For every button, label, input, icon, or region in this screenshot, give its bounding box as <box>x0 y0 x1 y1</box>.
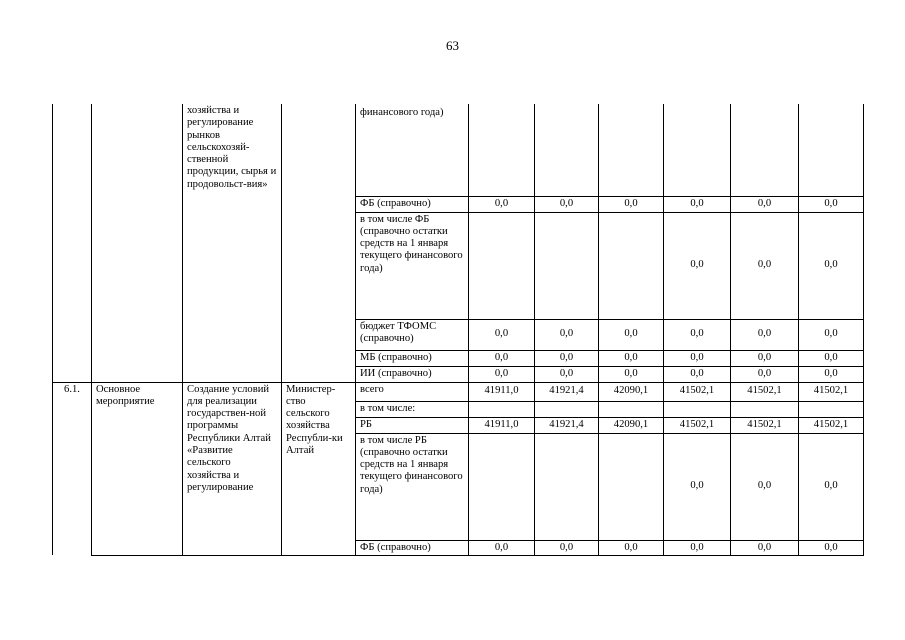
value-cell: 0,0 <box>731 433 799 540</box>
source-label: в том числе: <box>356 401 469 417</box>
value-cell <box>535 104 599 196</box>
value-cell: 0,0 <box>731 350 799 366</box>
source-label: всего <box>356 382 469 401</box>
value-cell: 0,0 <box>731 540 799 555</box>
value-cell: 0,0 <box>731 212 799 319</box>
value-cell <box>535 433 599 540</box>
value-cell <box>469 212 535 319</box>
value-cell: 0,0 <box>731 196 799 212</box>
value-cell: 0,0 <box>599 319 664 350</box>
value-cell: 0,0 <box>799 350 864 366</box>
value-cell: 0,0 <box>731 319 799 350</box>
value-cell <box>535 401 599 417</box>
executor-cell: Министер-ство сельского хозяйства Республи-ки Алтай <box>282 382 356 555</box>
value-cell <box>469 104 535 196</box>
value-cell: 0,0 <box>535 366 599 382</box>
value-cell <box>599 212 664 319</box>
value-cell: 41911,0 <box>469 417 535 433</box>
source-label: бюджет ТФОМС (справочно) <box>356 319 469 350</box>
value-cell: 0,0 <box>799 196 864 212</box>
value-cell: 0,0 <box>535 350 599 366</box>
name-cell: Создание условий для реализации государствен-ной программы Республики Алтай «Развитие сельского хозяйства и регулирование <box>183 382 282 555</box>
value-cell <box>535 212 599 319</box>
value-cell: 0,0 <box>535 319 599 350</box>
value-cell: 0,0 <box>664 196 731 212</box>
value-cell: 0,0 <box>599 196 664 212</box>
value-cell: 0,0 <box>799 319 864 350</box>
value-cell: 41502,1 <box>731 417 799 433</box>
value-cell <box>664 104 731 196</box>
value-cell: 0,0 <box>469 540 535 555</box>
executor-cell <box>282 104 356 382</box>
table-row <box>53 382 864 401</box>
value-cell: 41502,1 <box>799 382 864 401</box>
number-cell <box>53 104 92 382</box>
number-cell: 6.1. <box>53 382 92 555</box>
value-cell <box>599 401 664 417</box>
source-label: в том числе РБ (справочно остатки средств на 1 января текущего финансового года) <box>356 433 469 540</box>
source-label: в том числе ФБ (справочно остатки средств на 1 января текущего финансового года) <box>356 212 469 319</box>
value-cell <box>469 401 535 417</box>
page-number: 63 <box>446 38 459 53</box>
source-label: ИИ (справочно) <box>356 366 469 382</box>
value-cell: 0,0 <box>469 319 535 350</box>
value-cell: 0,0 <box>599 350 664 366</box>
value-cell <box>799 104 864 196</box>
value-cell <box>469 433 535 540</box>
value-cell: 0,0 <box>469 350 535 366</box>
value-cell: 0,0 <box>535 196 599 212</box>
value-cell <box>731 401 799 417</box>
source-label: МБ (справочно) <box>356 350 469 366</box>
source-label: финансового года) <box>356 104 469 196</box>
name-cell: хозяйства и регулирование рынков сельскохозяй-ственной продукции, сырья и продовольст-вия» <box>183 104 282 382</box>
value-cell: 0,0 <box>664 366 731 382</box>
type-cell <box>92 104 183 382</box>
value-cell: 0,0 <box>664 433 731 540</box>
value-cell <box>799 401 864 417</box>
value-cell: 41502,1 <box>664 382 731 401</box>
value-cell: 42090,1 <box>599 417 664 433</box>
value-cell: 41921,4 <box>535 382 599 401</box>
value-cell: 41502,1 <box>799 417 864 433</box>
value-cell <box>664 401 731 417</box>
budget-table <box>52 104 864 556</box>
value-cell: 41921,4 <box>535 417 599 433</box>
value-cell: 0,0 <box>799 212 864 319</box>
value-cell: 0,0 <box>469 196 535 212</box>
value-cell <box>599 104 664 196</box>
value-cell: 41502,1 <box>664 417 731 433</box>
value-cell: 0,0 <box>799 433 864 540</box>
value-cell: 0,0 <box>599 366 664 382</box>
value-cell: 0,0 <box>664 540 731 555</box>
value-cell: 0,0 <box>799 540 864 555</box>
type-cell: Основное мероприятие <box>92 382 183 555</box>
table-body <box>53 104 864 555</box>
value-cell <box>599 433 664 540</box>
value-cell: 41502,1 <box>731 382 799 401</box>
value-cell: 42090,1 <box>599 382 664 401</box>
source-label: РБ <box>356 417 469 433</box>
value-cell: 0,0 <box>599 540 664 555</box>
table-row <box>53 104 864 196</box>
value-cell: 0,0 <box>664 350 731 366</box>
value-cell: 41911,0 <box>469 382 535 401</box>
value-cell: 0,0 <box>799 366 864 382</box>
value-cell: 0,0 <box>535 540 599 555</box>
value-cell: 0,0 <box>664 319 731 350</box>
value-cell: 0,0 <box>469 366 535 382</box>
value-cell: 0,0 <box>731 366 799 382</box>
value-cell <box>731 104 799 196</box>
source-label: ФБ (справочно) <box>356 540 469 555</box>
source-label: ФБ (справочно) <box>356 196 469 212</box>
value-cell: 0,0 <box>664 212 731 319</box>
